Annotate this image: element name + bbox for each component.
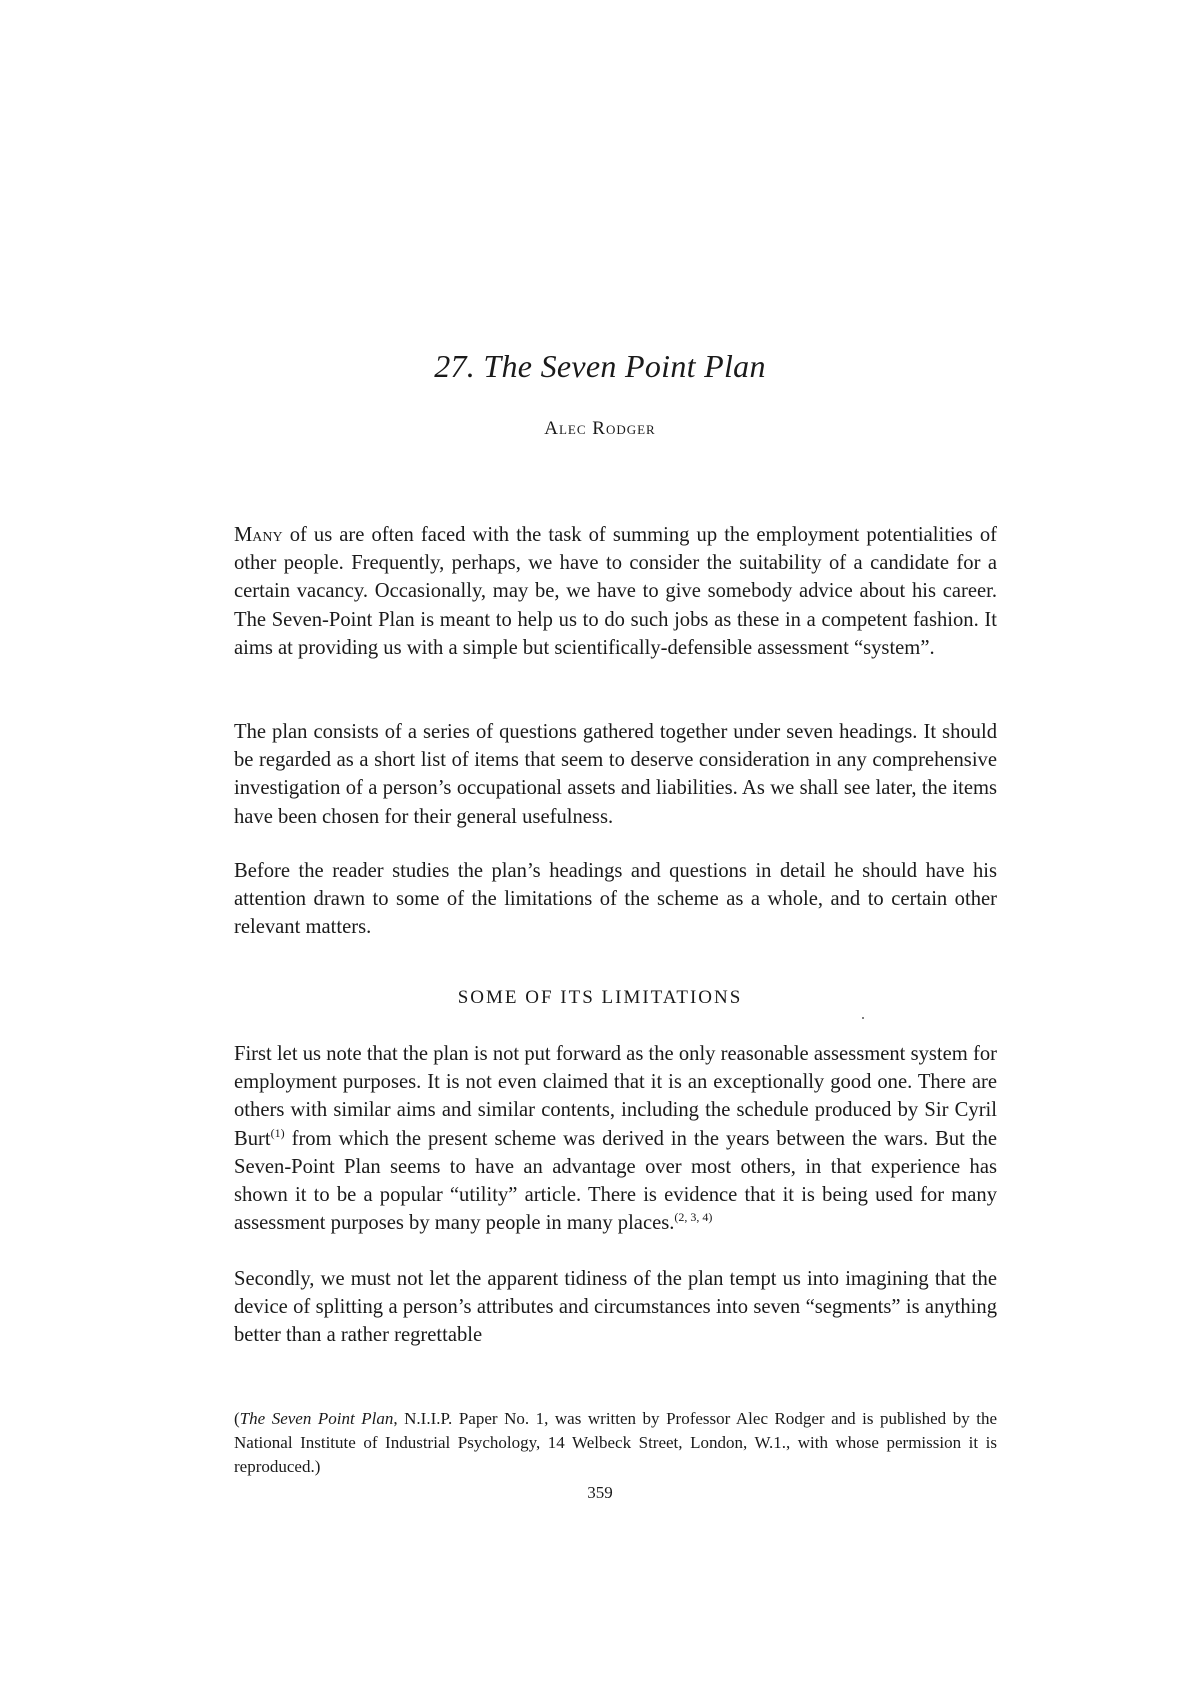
paragraph-1-lead: Many xyxy=(234,524,283,546)
footnote xyxy=(234,1407,997,1479)
paragraph-4-text-a: First let us note that the plan is not put forward as the only reasonable assessment system for employment purposes. It is not even claimed that it is an exceptionally good one. There are others with similar aims and similar contents, including the schedule produced by Sir Cyril Burt xyxy=(234,1043,997,1150)
footnote-text: , N.I.I.P. Paper No. 1, was written by Professor Alec Rodger and is published by the National Institute of Industrial Psychology, 14 Welbeck Street, London, W.1., with whose permission it is reproduced.) xyxy=(234,1409,997,1476)
paragraph-1-text: of us are often faced with the task of summing up the employment potentialities of other people. Frequently, perhaps, we have to consider the suitability of a candidate for a certain vacancy. Occasionally, may be, we have to give somebody advice about his career. The Seven-Point Plan is meant to help us to do such jobs as these in a competent fashion. It aims at providing us with a simple but scientifically-defensible assessment “system”. xyxy=(234,524,997,659)
scan-speck xyxy=(862,1017,864,1019)
footnote-title: The Seven Point Plan xyxy=(239,1409,394,1428)
chapter-title: 27. The Seven Point Plan xyxy=(434,348,766,384)
reference-1: (1) xyxy=(270,1125,285,1140)
page-number: 359 xyxy=(587,1483,613,1502)
reference-2: (2, 3, 4) xyxy=(674,1210,713,1225)
paragraph-3: Before the reader studies the plan’s headings and questions in detail he should have his attention drawn to some of the limitations of the scheme as a whole, and to certain other relevant matters. xyxy=(234,860,997,939)
paragraph-5: Secondly, we must not let the apparent tidiness of the plan tempt us into imagining that the device of splitting a person’s attributes and circumstances into seven “segments” is anything better than a rather regrettable xyxy=(234,1268,997,1347)
section-heading: SOME OF ITS LIMITATIONS xyxy=(457,987,743,1008)
footnote-open: ( xyxy=(234,1409,240,1428)
paragraph-2: The plan consists of a series of questions gathered together under seven headings. It should be regarded as a short list of items that seem to deserve consideration in any comprehensive investigation of a person’s occupational assets and liabilities. As we shall see later, the items have been chosen for their general usefulness. xyxy=(234,721,997,828)
paragraph-1 xyxy=(234,521,997,662)
chapter-author: Alec Rodger xyxy=(544,418,656,439)
paragraph-4 xyxy=(234,1040,997,1237)
paragraph-4-text-b: from which the present scheme was derived in the years between the wars. But the Seven-Point Plan seems to have an advantage over most others, in that experience has shown it to be a popular “utility” article. There is evidence that it is being used for many assessment purposes by many people in many places. xyxy=(234,1127,997,1235)
